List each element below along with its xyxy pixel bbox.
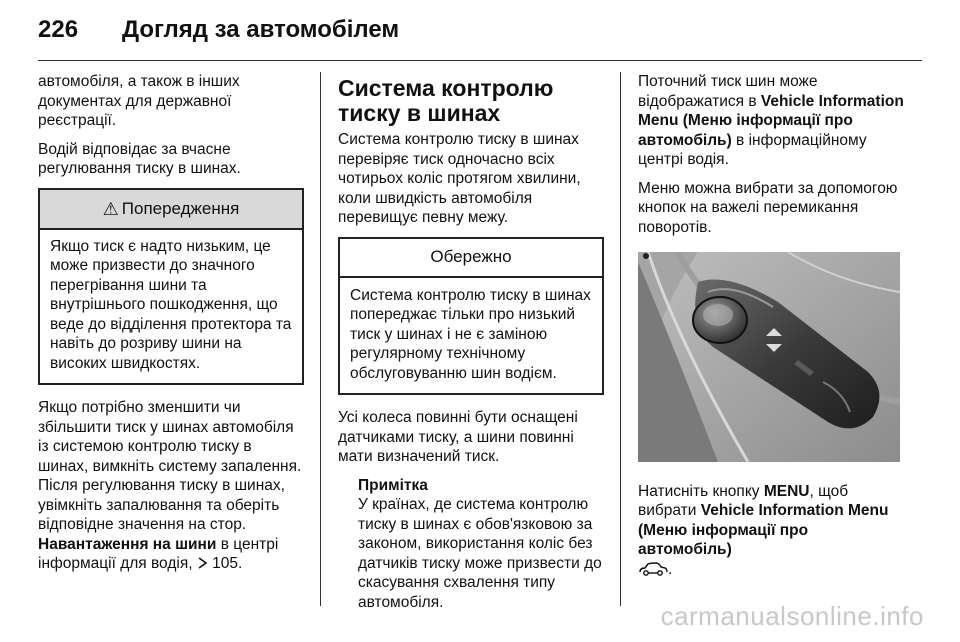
note-title: Примітка [358,476,428,494]
turn-signal-lever-photo [638,252,900,462]
page-reference-link[interactable]: 105. [212,555,243,572]
warning-title: Попередження [121,198,240,218]
reference-arrow-icon[interactable] [197,555,208,572]
watermark: carmanualsonline.info [660,601,924,631]
text-run: . [668,560,673,578]
paragraph [38,398,304,574]
menu-reference: Навантаження на шини [38,535,217,553]
page-number: 226 [38,16,79,43]
text-run: в інформаційному центрі водія. [638,131,867,168]
car-icon [638,562,668,582]
note-text: У країнах, де система контролю тиску в шинах є обов'язковою за законом, використання коліс без датчиків тиску може призвести до скасування схвалення типу автомобіля. [358,496,602,611]
paragraph: Водій відповідає за вчасне регулювання тиску в шинах. [38,140,241,177]
menu-reference: Vehicle Information Menu (Меню інформації про автомобіль) [638,92,904,149]
caution-title: Обережно [340,239,602,278]
menu-reference: Vehicle Information Menu (Меню інформації про автомобіль) [638,502,889,558]
menu-button-reference: MENU [763,482,810,500]
column-middle [338,72,604,612]
text-run: в центрі інформації для водія, [38,535,279,572]
column-divider [620,72,621,606]
warning-box [38,188,304,386]
section-heading: Система контролю тиску в шинах [338,75,554,126]
header-rule [38,60,922,61]
text-run: Поточний тиск шин може відображатися в [638,73,818,110]
caution-text: Система контролю тиску в шинах попереджає тільки про низький тиск у шинах і не є заміною регулярному технічному обслуговуванню шин водієм. [350,286,591,382]
caution-box [338,237,604,396]
page-header [38,14,922,50]
paragraph: Меню можна вибрати за допомогою кнопок на важелі перемикання поворотів. [638,179,898,236]
paragraph: Усі колеса повинні бути оснащені датчиками тиску, а шини повинні мати визначений тиск. [338,409,578,465]
paragraph: автомобіля, а також в інших документах для державної реєстрації. [38,73,240,129]
column-divider [320,72,321,606]
note-block [358,476,604,613]
column-right [638,72,904,590]
column-left [38,72,304,583]
text-run: Натисніть кнопку [638,482,764,500]
paragraph [638,482,904,582]
text-run: Якщо потрібно зменшити чи збільшити тиск у шинах автомобіля із системою контролю тиску в шинах, вимкніть систему запалення. Після регулювання тиску в шинах, увімкніть запалювання та оберіть відповідне значення на стор. [38,399,302,533]
text-run: , щоб вибрати [638,482,849,519]
paragraph [638,72,904,170]
warning-header [40,190,302,230]
warning-triangle-icon: ⚠ [102,198,119,219]
chapter-title: Догляд за автомобілем [122,16,400,43]
paragraph: Система контролю тиску в шинах перевіряє тиск одночасно всіх чотирьох коліс протягом хвилини, коли швидкість автомобіля перевищує певну межу. [338,131,581,226]
warning-text: Якщо тиск є надто низьким, це може призвести до значного перегрівання шини та внутрішнього пошкодження, що веде до відділення протектора та навіть до розриву шини на високих швидкостях. [50,237,292,372]
